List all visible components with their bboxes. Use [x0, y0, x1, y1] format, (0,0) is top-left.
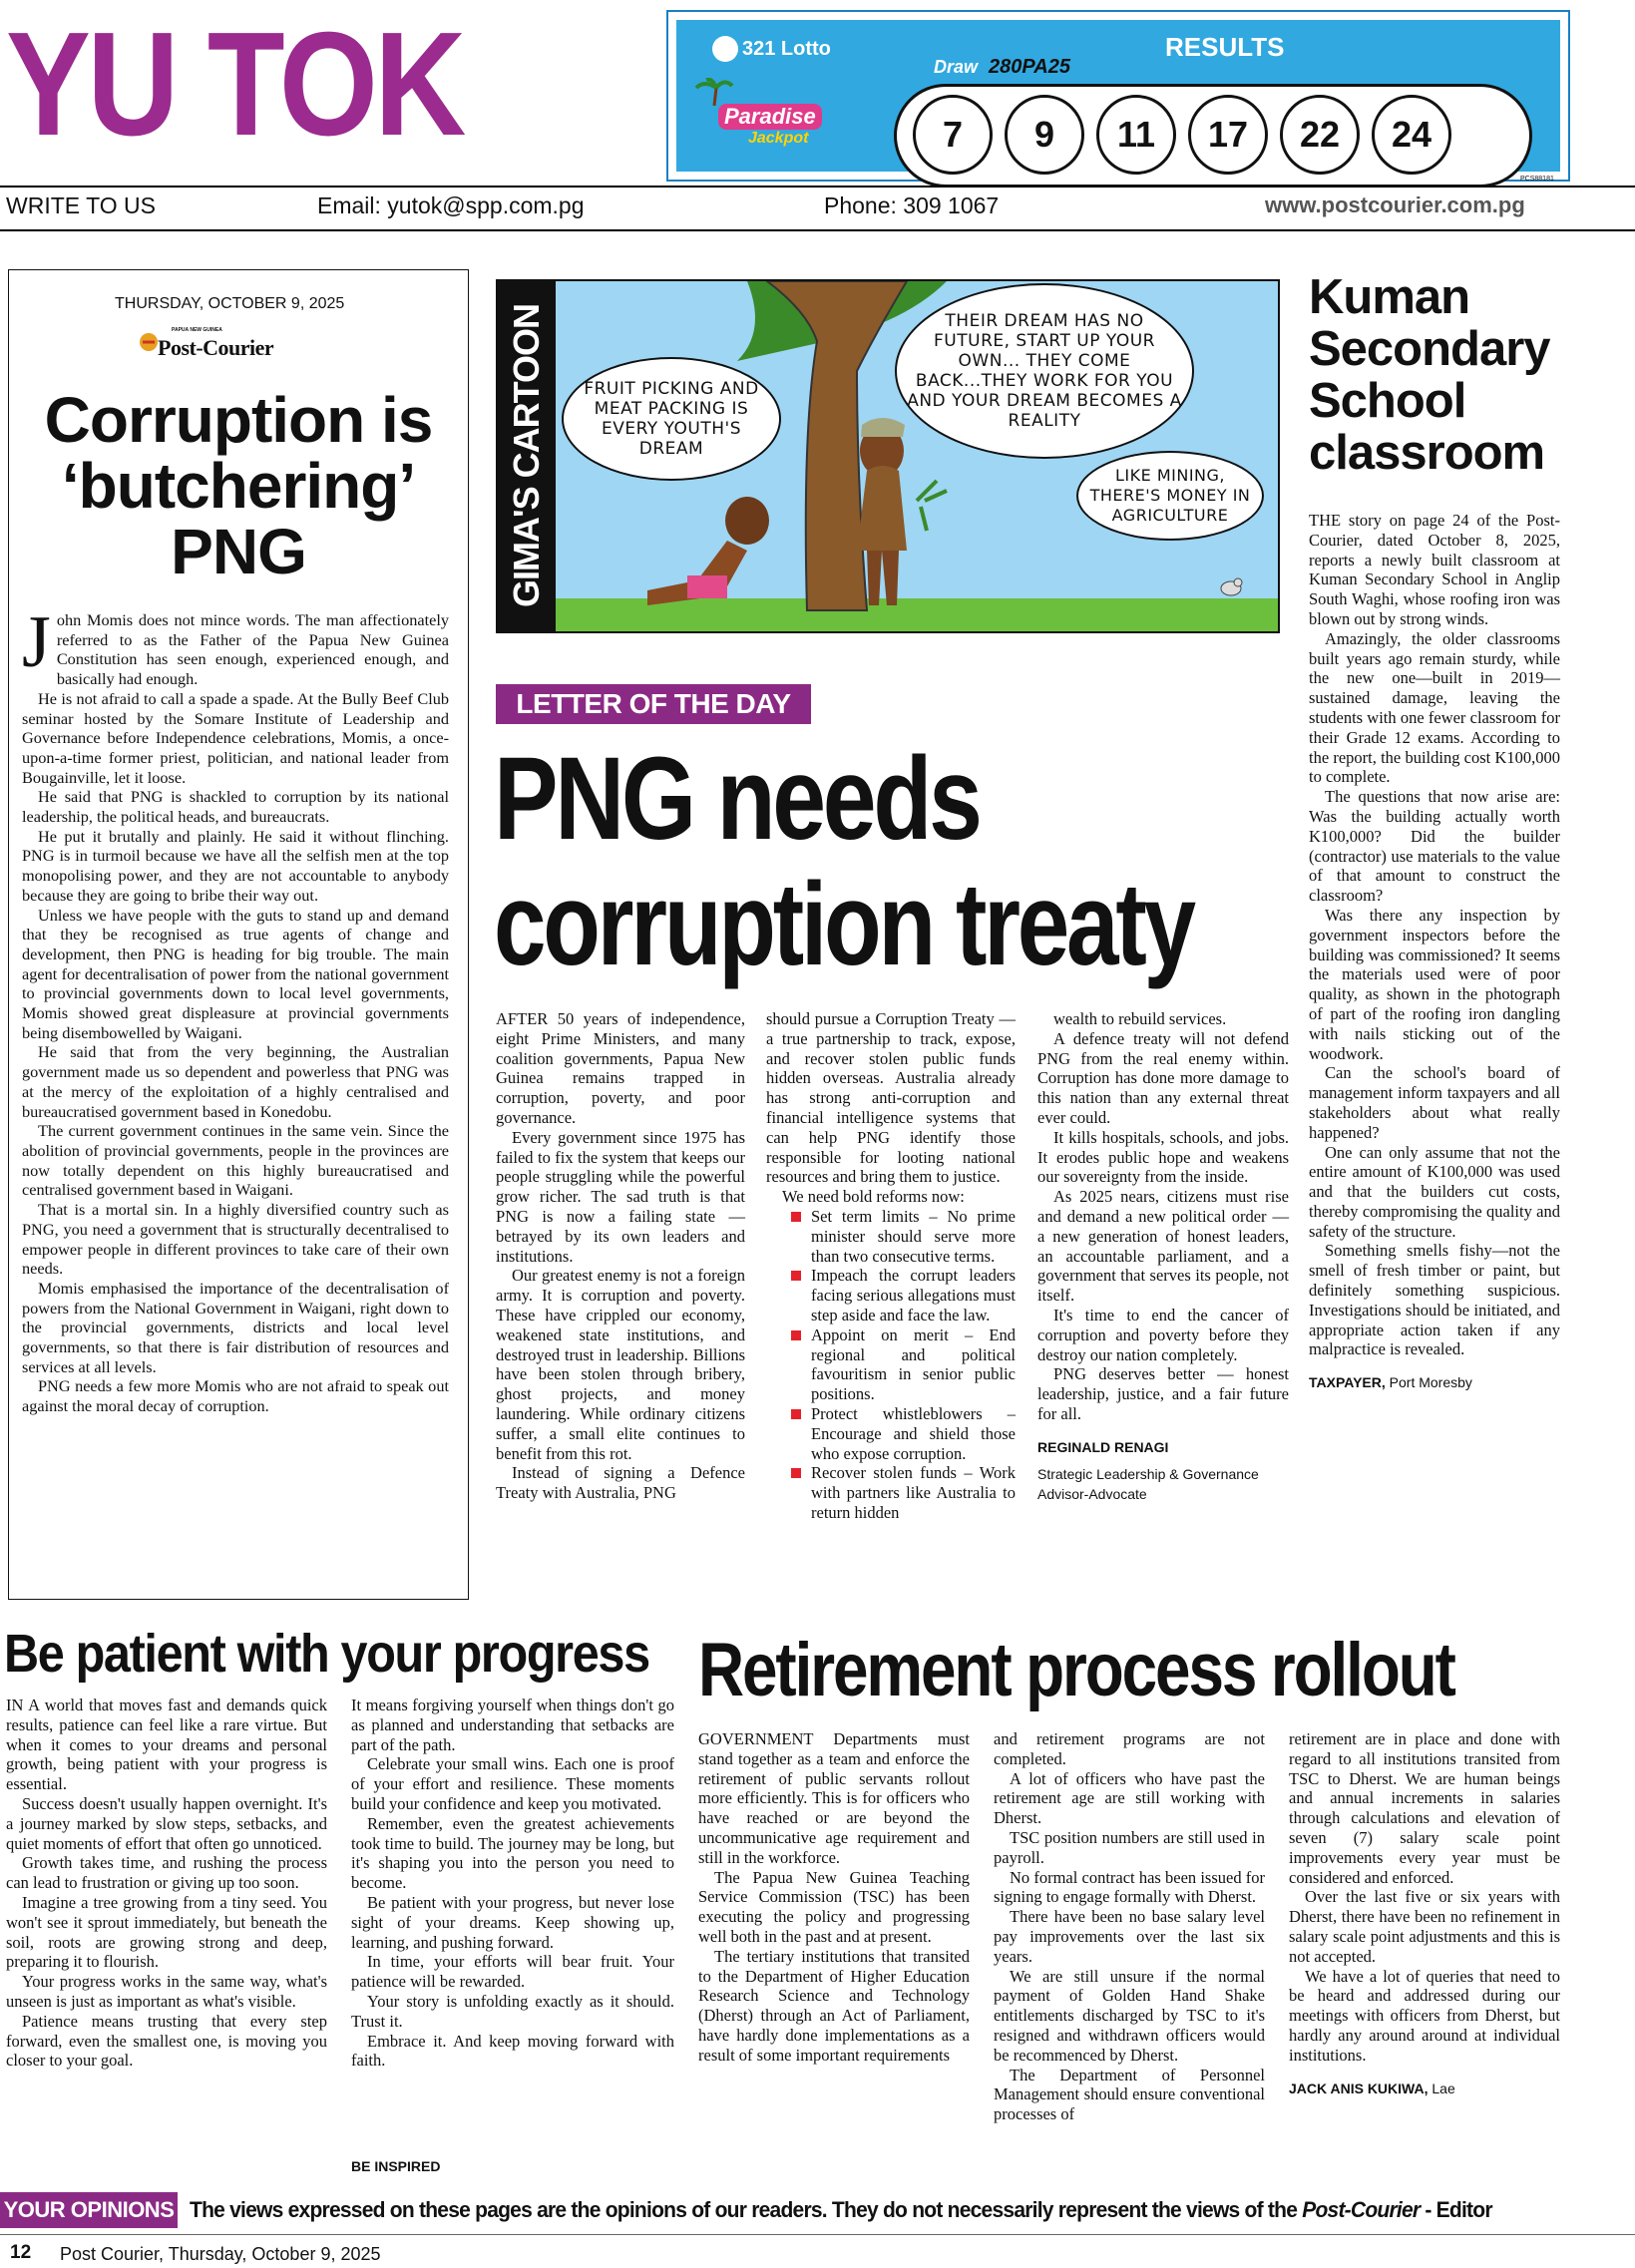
- patient-headline: Be patient with your progress: [4, 1624, 649, 1684]
- lotto-brand: 321 Lotto: [742, 37, 831, 60]
- left-headline-line: PNG: [171, 516, 306, 587]
- draw-label: Draw: [934, 57, 979, 77]
- result-number: 24: [1372, 95, 1451, 175]
- kuman-author: TAXPAYER,: [1309, 1374, 1386, 1391]
- jackpot-label: Jackpot: [748, 130, 809, 147]
- reform-bullet: Recover stolen funds – Work with partners like Australia to return hidden: [791, 1463, 1016, 1522]
- lotto-results-panel: [666, 10, 1570, 182]
- left-headline-line: Corruption is: [44, 384, 433, 456]
- result-number: 9: [1005, 95, 1084, 175]
- letter-author: REGINALD RENAGI: [1037, 1438, 1169, 1455]
- result-number: 11: [1096, 95, 1176, 175]
- reform-bullet: Impeach the corrupt leaders facing serious allegations must step aside and face the law.: [791, 1266, 1016, 1324]
- editorial-cartoon: [496, 279, 1280, 633]
- letter-col-2: should pursue a Corruption Treaty — a true partnership to track, expose, and recover stolen public funds hidden overseas. Australia already has strong anti-corruption and financial intelligence systems that can help PNG identify those responsible for looting national resources and bring them to justice. We need bold reforms now: Set term limits – No prime minister should serve more than two consecutive terms. Impeach the corrupt leaders facing serious allegations must step aside and face the law. Appoint on merit – End regional and political favouritism in senior public positions. Protect whistleblowers – Encourage and shield those who expose corruption. Recover stolen funds – Work with partners like Australia to return hidden: [766, 1009, 1016, 1522]
- youth-figure: [627, 481, 797, 610]
- thought-bubble: LIKE MINING, THERE'S MONEY IN AGRICULTURE: [1076, 451, 1264, 541]
- left-article-body: John Momis does not mince words. The man affectionately referred to as the Father of the Papua New Guinea Constitution has seen enough, experienced enough, and basically had enough. He is not afraid to call a spade a spade. At the Bully Beef Club seminar hosted by the Somare Institute of Leadership and Governance before Independence celebrations, Momis, a once-upon-a-time former priest, politician, and national leader from Bougainville, let it loose. He said that PNG is shackled to corruption by its national leadership, the political heads, and bureaucrats. He put it brutally and plainly. He said it without flinching. PNG is in turmoil because we have all the selfish men at the top monopolising power, and they are not accountable to anybody because they are going to bribe their way out. Unless we have people with the guts to stand up and demand that they be recognised as true agents of change and development, then PNG is heading for big trouble. The main agent for decentralisation of power from the national government to provincial governments down to local level governments, Momis showed great displeasure at provincial governments being disembowelled by Waigani. He said that from the very beginning, the Australian government made us so dependent and powerless that PNG was at the mercy of the exploitation of a highly centralised and bureaucratised government based in Konedobu. The current government continues in the same vein. Since the abolition of provincial governments, people in the provinces are now totally dependent on this highly bureaucratised and centralised government based in Waigani. That is a mortal sin. In a highly diversified country such as PNG, you need a government that is structurally decentralised to empower people in different provinces to take care of their own needs. Momis emphasised the importance of the decentralisation of powers from the National Government in Waigani, right down to the provincial governments, districts and local level governments, so that there is fair distribution of resources and services at all levels. PNG needs a few more Momis who are not afraid to speak out against the moral decay of corruption.: [22, 601, 449, 1416]
- results-label: RESULTS: [1165, 32, 1285, 62]
- elder-figure: [807, 411, 957, 610]
- cartoon-title: GIMA'S CARTOON: [506, 304, 547, 607]
- page-number: 12: [10, 2242, 32, 2263]
- retirement-author-place: Lae: [1428, 2079, 1455, 2096]
- result-number: 7: [913, 95, 993, 175]
- patient-author: BE INSPIRED: [351, 2158, 441, 2174]
- palm-tree-icon: [694, 78, 734, 106]
- masthead-title: YU TOK: [6, 2, 463, 167]
- page-info: Post Courier, Thursday, October 9, 2025: [60, 2244, 381, 2264]
- paradise-label: Paradise: [718, 104, 822, 130]
- patient-col-2: It means forgiving yourself when things don't go as planned and understanding that setbacks are part of the path. Celebrate your small wins. Each one is proof of your effort and resilience. These moments build your confidence and keep you motivated. Remember, even the greatest achievements took time to build. The journey may be long, but it's shaping you into the person you need to become. Be patient with your progress, but never lose sight of your dreams. Keep showing up, learning, and pushing forward. In time, your efforts will bear fruit. Your patience will be rewarded. Your story is unfolding exactly as it should. Trust it. Embrace it. And keep moving forward with faith.: [351, 1696, 674, 2071]
- kuman-body: THE story on page 24 of the Post-Courier, dated October 8, 2025, reports a newly built classroom at Kuman Secondary School in Anglip South Waghi, whose roofing iron was blown out by strong winds. Amazingly, the older classrooms built years ago remain sturdy, while the new one—built in 2019—sustained damage, leaving the students with one fewer classroom for their Grade 12 exams. According to the report, the building cost K100,000 to complete. The questions that now arise are: Was the building actually worth K100,000? Did the builder (contractor) use materials to the value of that amount to construct the classroom? Was there any inspection by government inspectors before the building was commissioned? It seems the materials used were of poor quality, as shown in the photograph of part of the roofing iron dangling with nails sticking out of the woodwork. Can the school's board of management inform taxpayers and all stakeholders about what really happened? One can only assume that not the entire amount of K100,000 was used and that the builders cut costs, thereby compromising the quality and safety of the structure. Something smells fishy—not the smell of fresh timber or paint, but definitely something suspicious. Investigations should be initiated, and appropriate action taken if any malpractice is revealed. TAXPAYER, Port Moresby: [1309, 511, 1560, 1391]
- draw-number: 280PA25: [989, 56, 1070, 78]
- letter-headline-line: PNG needs: [494, 733, 980, 865]
- letter-headline-line: corruption treaty: [494, 859, 1193, 990]
- retirement-col-3: retirement are in place and done with regard to all institutions transited from TSC to Dherst. We are human beings and annual increments in salaries through calculations and elevation of seven (7) salary scale point improvements every year must be considered and enforced. Over the last five or six years with Dherst, there have been no refinement in salary scale point adjustments and this is not accepted. We have a lot of queries that need to be heard and addressed during our meetings with officers from Dherst, but hardly any around around at individual institutions. JACK ANIS KUKIWA, Lae: [1289, 1729, 1560, 2096]
- reform-bullet: Set term limits – No prime minister should serve more than two consecutive terms.: [791, 1207, 1016, 1266]
- retirement-col-1: GOVERNMENT Departments must stand together as a team and enforce the retirement of public servants rollout more efficiently. This is for officers who have reached or are beyond the uncommunicative age requirement and still in the workforce. The Papua New Guinea Teaching Service Commission (TSC) has been executing the policy and progressing well both in the past and at present. The tertiary institutions that transited to the Department of Higher Education Research Science and Technology (Dherst) through an Act of Parliament, have hardly done implementations as a result of some important requirements: [698, 1729, 970, 2065]
- email-address: Email: yutok@spp.com.pg: [317, 192, 585, 218]
- letter-author-role: Advisor-Advocate: [1037, 1485, 1147, 1502]
- drop-cap: J: [22, 601, 51, 683]
- retirement-author: JACK ANIS KUKIWA,: [1289, 2079, 1429, 2096]
- patient-col-1: IN A world that moves fast and demands quick results, patience can feel like a rare virtue. But when it comes to your dreams and personal growth, being patient with your progress is essential. Success doesn't usually happen overnight. It's a journey marked by slow steps, setbacks, and quiet moments of effort that often go unnoticed. Growth takes time, and rushing the process can lead to frustration or giving up too soon. Imagine a tree growing from a tiny seed. You won't see it sprout immediately, but beneath the soil, roots are growing strong and deep, preparing it to flourish. Your progress works in the same way, what's unseen is just as important as what's visible. Patience means trusting that every step forward, even the smallest one, is moving you closer to your goal.: [6, 1696, 327, 2071]
- letter-author-role: Strategic Leadership & Governance: [1037, 1465, 1259, 1482]
- phone-number: Phone: 309 1067: [824, 192, 1000, 218]
- your-opinions-tag: YOUR OPINIONS: [0, 2192, 178, 2228]
- retirement-col-2: and retirement programs are not completed. A lot of officers who have past the retirement age are still working with Dherst. TSC position numbers are still used in payroll. No formal contract has been issued for signing to engage formally with Dherst. There have been no base salary level pay improvements over the last six years. We are still unsure if the normal payment of Golden Hand Shake entitlements discharged by TSC to it's resigned and withdrawn officers would be recommenced by Dherst. The Department of Personnel Management should ensure conventional processes of: [994, 1729, 1265, 2124]
- letter-col-3: wealth to rebuild services. A defence treaty will not defend PNG from the real enemy within. Corruption has done more damage to this nation than any external threat ever could. It kills hospitals, schools, and jobs. It erodes public hope and weakens our sovereignty from the inside. As 2025 nears, citizens must rise and demand a new political order — a new generation of honest leaders, an accountable parliament, and a government that serves its people, not itself. It's time to end the cancer of corruption and poverty before they destroy our nation completely. PNG deserves better — honest leadership, justice, and a fair future for all. REGINALD RENAGI Strategic Leadership & Governance Advisor-Advocate: [1037, 1009, 1289, 1502]
- kuman-headline: Kuman Secondary School classroom: [1309, 270, 1550, 480]
- footer-disclaimer: The views expressed on these pages are the opinions of our readers. They do not necessarily represent the views of the Post-Courier - Editor: [190, 2197, 1492, 2222]
- retirement-headline: Retirement process rollout: [698, 1628, 1454, 1712]
- kuman-author-place: Port Moresby: [1385, 1374, 1472, 1391]
- letter-col-1: AFTER 50 years of independence, eight Prime Ministers, and many coalition governments, Papua New Guinea remains trapped in corruption, poverty, and poor governance. Every government since 1975 has failed to fix the system that keeps our people struggling while the powerful grow richer. The sad truth is that PNG is now a failing state — betrayed by its own leaders and institutions. Our greatest enemy is not a foreign army. It is corruption and poverty. These have crippled our economy, weakened state institutions, and destroyed trust in leadership. Billions have been stolen through bribery, ghost projects, and money laundering. While ordinary citizens suffer, a small elite continues to benefit from this rot. Instead of signing a Defence Treaty with Australia, PNG: [496, 1009, 745, 1503]
- website-link[interactable]: www.postcourier.com.pg: [1265, 192, 1525, 217]
- lotto-ball-icon: [712, 36, 738, 62]
- left-headline-line: ‘butchering’: [61, 450, 416, 522]
- reform-bullet: Appoint on merit – End regional and political favouritism in senior public positions.: [791, 1325, 1016, 1404]
- write-to-us: WRITE TO US: [6, 192, 156, 218]
- result-number: 17: [1188, 95, 1268, 175]
- rat-figure: [1216, 572, 1246, 598]
- letter-of-day-tag: LETTER OF THE DAY: [496, 684, 811, 724]
- speech-bubble-elder: THEIR DREAM HAS NO FUTURE, START UP YOUR OWN... THEY COME BACK...THEY WORK FOR YOU AND YOUR DREAM BECOMES A REALITY: [895, 283, 1194, 459]
- result-number: 22: [1280, 95, 1360, 175]
- reform-bullet: Protect whistleblowers – Encourage and shield those who expose corruption.: [791, 1404, 1016, 1463]
- article-date: THURSDAY, OCTOBER 9, 2025: [115, 295, 345, 312]
- lotto-code: PCS88181: [1520, 176, 1554, 183]
- speech-bubble-youth: FRUIT PICKING AND MEAT PACKING IS EVERY YOUTH'S DREAM: [562, 357, 781, 481]
